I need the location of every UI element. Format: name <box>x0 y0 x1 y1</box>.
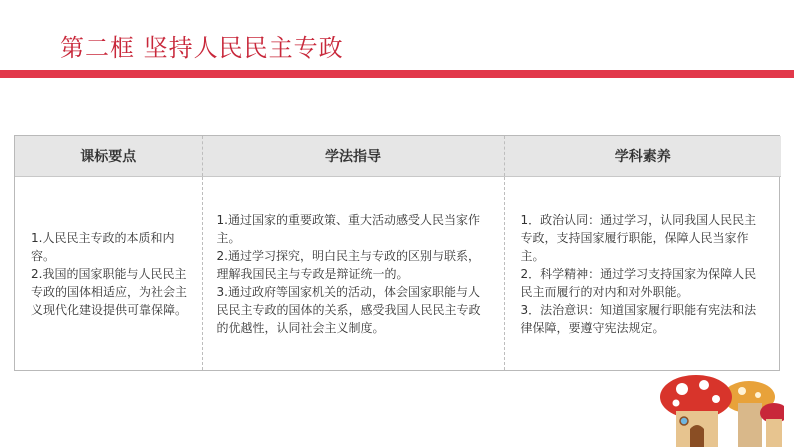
study-guide-item: 1.通过国家的重要政策、重大活动感受人民当家作主。 <box>216 212 480 245</box>
header-core-literacy: 学科素养 <box>504 136 781 177</box>
core-literacy-item: 1．政治认同：通过学习，认同我国人民民主专政，支持国家履行职能，保障人民当家作主。 <box>520 212 757 263</box>
table-header-row <box>15 136 781 177</box>
study-guide-item: 3.通过政府等国家机关的活动，体会国家职能与人民民主专政的国体的关系，感受我国人民民主专政的优越性，认同社会主义制度。 <box>216 284 481 335</box>
header-key-points: 课标要点 <box>15 136 202 177</box>
mushroom-house-illustration <box>654 367 784 447</box>
key-point-item: 1.人民民主专政的本质和内容。 <box>31 230 175 263</box>
core-literacy-cell <box>504 177 781 371</box>
header-study-guide: 学法指导 <box>202 136 504 177</box>
study-guide-item: 2.通过学习探究，明白民主与专政的区别与联系，理解我国民主与专政是辩证统一的。 <box>216 248 480 281</box>
table-row <box>15 177 781 371</box>
study-guide-cell <box>202 177 504 371</box>
info-table <box>14 135 780 371</box>
key-points-cell <box>15 177 202 371</box>
core-literacy-item: 2．科学精神：通过学习支持国家为保障人民民主而履行的对内和对外职能。 <box>520 266 757 299</box>
key-point-item: 2.我国的国家职能与人民民主专政的国体相适应，为社会主义现代化建设提供可靠保障。 <box>31 266 188 317</box>
page-title: 第二框 坚持人民民主专政 <box>60 34 344 62</box>
title-underline-bar <box>0 70 794 78</box>
core-literacy-item: 3．法治意识：知道国家履行职能有宪法和法律保障，要遵守宪法规定。 <box>520 302 757 335</box>
